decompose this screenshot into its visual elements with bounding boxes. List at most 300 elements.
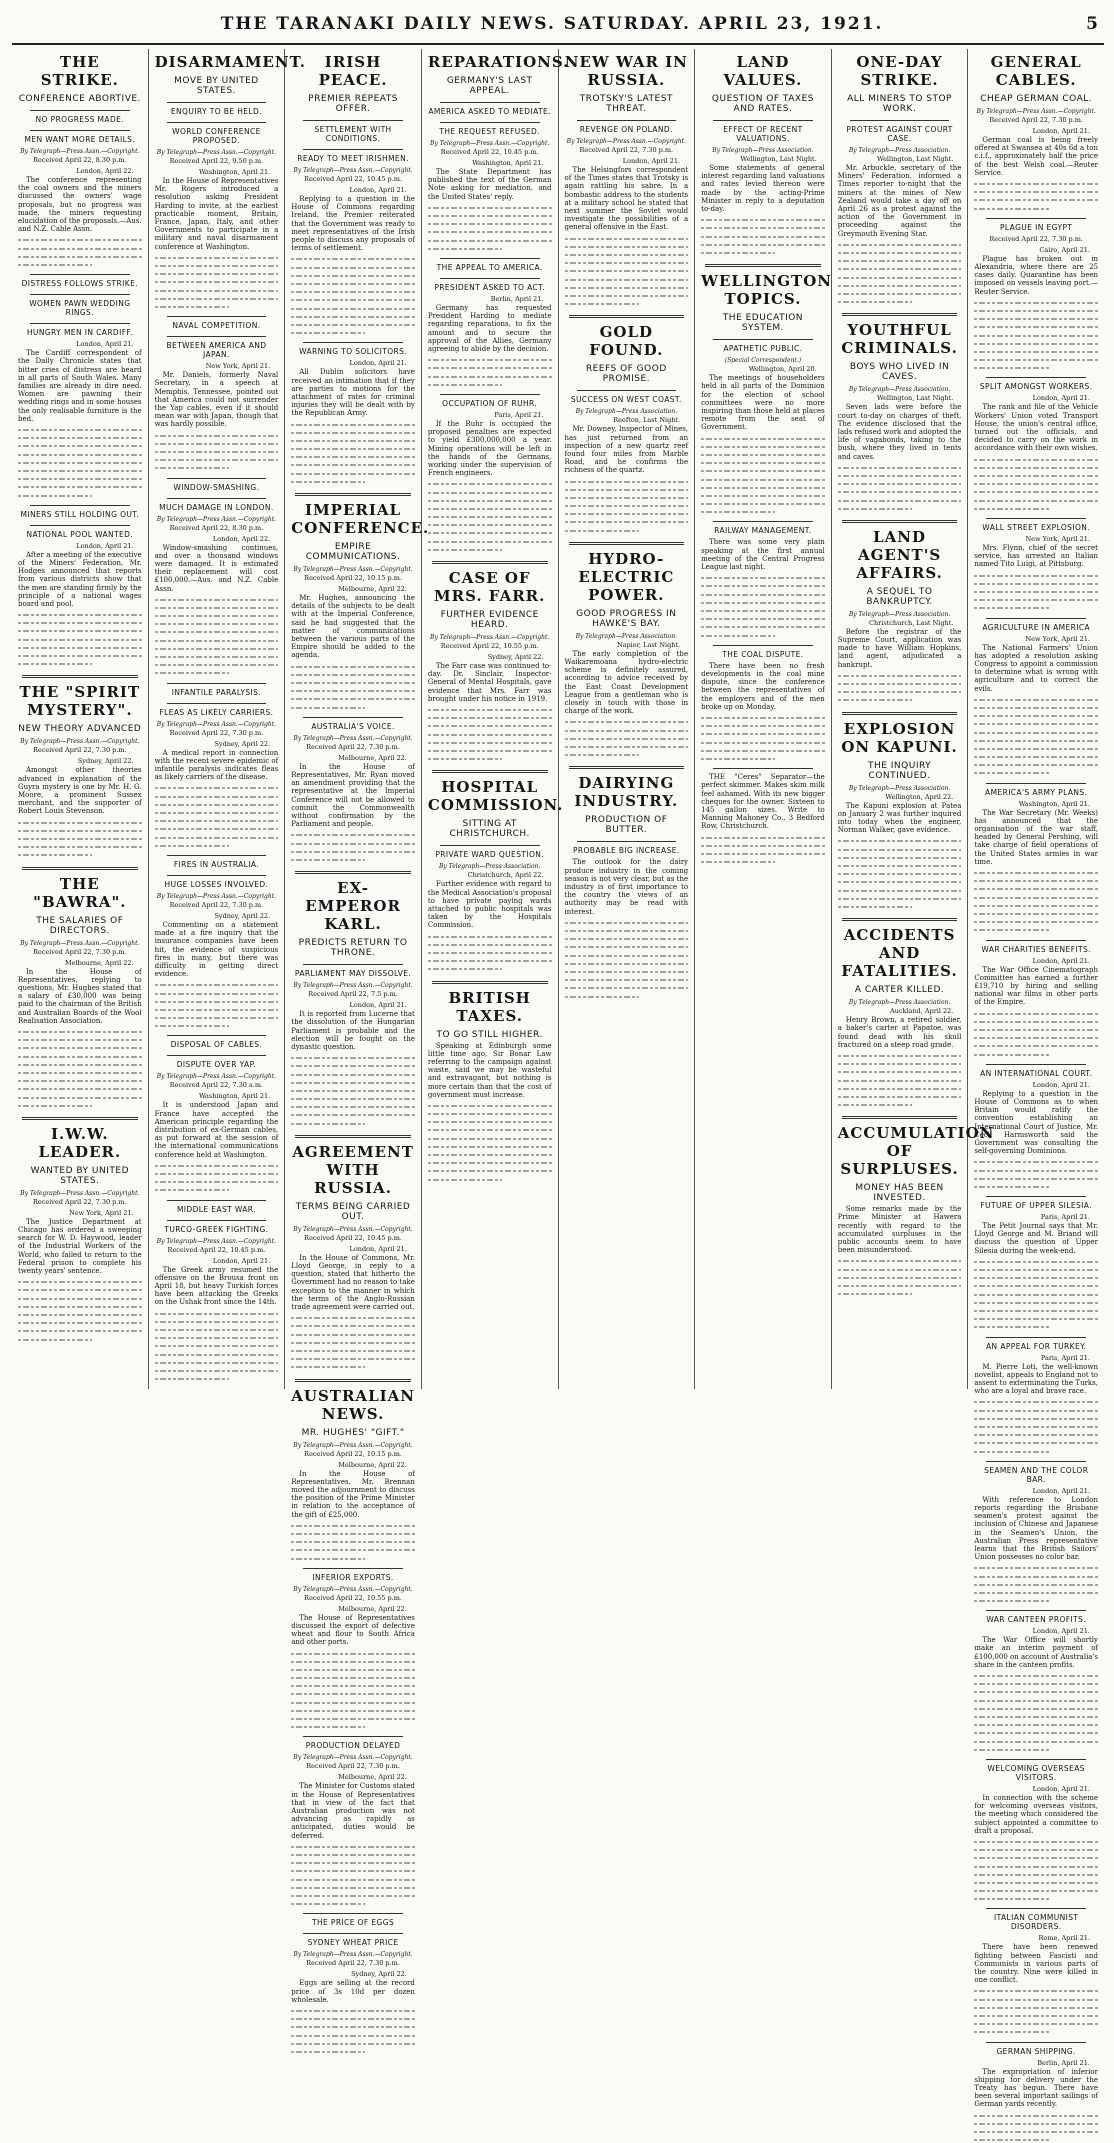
text-line [18,610,142,618]
divider-rule [167,855,267,856]
article-body: In the House of Representatives, Mr. Brennan moved the adjournment to discuss the position of the Prime Minister in relation to the acceptance of the gift of £25,000. [291,1469,415,1519]
article-body: The Justice Department at Chicago has ordered a sweeping search for W. D. Haywood, leader of the Industrial Workers of the World, who failed to return to the Federal prison to complete his twenty years' sentence. [18,1217,142,1276]
article [291,717,415,863]
divider-rule [167,875,267,876]
divider-rule [842,520,958,523]
text-line [974,1166,1098,1174]
text-line [974,695,1098,703]
article-received: Received April 22, 10.45 p.m. [167,1245,266,1254]
text-line [428,537,552,545]
text-line [155,603,279,611]
divider-rule [295,493,411,496]
article-subhead: ENQUIRY TO BE HELD. [170,107,262,116]
text-line [974,1878,1098,1886]
article-body: Seven lads were before the court to-day on charges of theft. The evidence disclosed that the lads refused work and adopted the life of vagabonds, taking to the bush, where they lived in tents and caves. [837,403,962,461]
article-dateline: London, April 22. [76,167,134,175]
text-line [838,463,962,471]
article [974,1908,1098,2035]
text-line [291,2031,415,2039]
text-line [291,444,415,452]
divider-rule [167,1035,267,1036]
text-line [838,1281,962,1289]
divider-rule [986,218,1086,219]
article-body: German coal is being freely offered at Swansea at 40s 6d a ton c.i.f., approximately half the price of the best Welsh coal.—Reuter Service. [974,136,1098,177]
text-line [701,614,825,622]
article-dateline: London, April 21. [1032,1080,1090,1089]
article-headline: LAND VALUES. [723,53,803,89]
divider-rule [295,1135,411,1138]
text-line [974,2127,1098,2135]
article [974,783,1098,934]
text-line [291,1338,415,1346]
divider-rule [842,918,958,921]
article-body: The Cardiff correspondent of the Daily Chronicle states that bitter cries of distress are heard in all parts of South Wales. Many families are already in dire need. Women are pawning their wedding rings and in some houses the only realisable furniture is the bed. [18,349,142,423]
text-line [155,833,279,841]
text-line [974,1886,1098,1894]
text-line [291,1866,415,1874]
article-headline: CASE OF MRS. FARR. [434,569,546,606]
text-line [18,1076,142,1084]
article [18,274,142,499]
text-line [974,1430,1098,1438]
article-body: In the House of Representatives, Mr. Ryan moved an amendment providing that the representative at the Imperial Conference will not be allowed to commit the Commonwealth without confirmation by the Parliament and people. [291,762,415,829]
text-line [291,847,415,855]
text-line [291,1850,415,1858]
text-line [291,2047,365,2055]
article-body: Further evidence with regard to the Medical Association's proposal to have private paying wards attached to public hospitals was taken by the Hospitals Commission. [427,880,552,930]
article-subhead: SEAMEN AND THE COLOR BAR. [984,1465,1089,1484]
text-line [701,729,825,737]
text-line [18,491,92,499]
article-headline: AGREEMENT WITH RUSSIA. [292,1142,414,1197]
text-line [838,695,912,703]
text-line [565,951,689,959]
text-line [974,1837,1098,1845]
article-received: Received April 22, 7.30 p.m. [32,746,127,755]
article-byline: By Telegraph—Press Association. [848,386,951,394]
article [838,918,962,1108]
text-line [701,857,775,865]
article-subhead: BETWEEN AMERICA AND JAPAN. [166,341,267,360]
text-line [291,1078,415,1086]
text-line [155,636,279,644]
text-line [291,1698,415,1706]
article-body: The expropriation of inferior shipping for delivery under the Treaty has begun. There have been several important sailings of German yards recently. [974,2067,1098,2109]
article [838,53,962,305]
article-dateline: Reefton, Last Night. [613,416,681,425]
article-body: In connection with the scheme for welcoming overseas visitors, the meeting which considered the subject appointed a committee to draft a proposal. [974,1793,1098,1835]
article-dateline: Sydney, April 22. [214,739,271,748]
column [695,49,832,1389]
divider-rule [30,294,130,295]
text-line [838,1092,962,1100]
article-dateline: London, April 21. [76,541,134,550]
text-line [974,1728,1098,1736]
article-dateline: Washington, April 21. [198,168,271,176]
text-line [155,455,279,463]
article-received: Received April 22, 7.30 p.m. [306,742,400,751]
text-line [291,452,415,460]
article-dateline: Wellington, April 22. [885,792,954,801]
article [565,542,689,759]
article-body: There was some very plain speaking at the first annual meeting of the Central Progress League last night. [701,538,825,572]
article-body: Replying to a question in the House of Commons as to when Britain would ratify the convention establishing an International Court of Justice, Mr. Cecil Harmsworth said the Government was consulting the self-governing Dominions. [974,1089,1098,1156]
article-received: Received April 22, 7.5 p.m. [308,990,398,999]
text-line [974,1041,1098,1049]
text-line [974,1298,1098,1306]
divider-rule [842,712,958,715]
article-body: The conference representing the coal owners and the miners discussed the owners' wage proposals, but no progress was made, the miners requesting elucidation of the proposals.—Aus. and N.Z. Cable Assn. [18,176,142,234]
article-body: The Greek army resumed the offensive on the Brousa front on April 18, but heavy Turkish forces have been attacking the Greeks on the Ushak front since the 14th. [154,1265,279,1307]
article-subhead: SYDNEY WHEAT PRICE [307,1938,399,1948]
article-dateline: Berlin, April 21. [1037,2058,1090,2067]
divider-rule [303,342,403,343]
article-subhead: THE SALARIES OF DIRECTORS. [36,915,124,936]
text-line [974,1447,1048,1455]
divider-rule [30,274,130,275]
divider-rule [986,2042,1086,2043]
article-byline: By Telegraph—Press Assn.—Copyright. [293,1754,413,1762]
article-subhead: DISPUTE OVER YAP. [176,1060,257,1070]
article-body: The Kapuni explosion at Patea on January 2 was further inquired into today when the engineer, Norman Walker, gave evidence. [837,801,962,835]
article [701,768,825,865]
article-body: Eggs are selling at the record price of 3s 10d per dozen wholesale. [291,1979,415,2004]
text-line [291,1313,415,1321]
article-body: Some remarks made by the Prime Minister at Hawera recently with regard to the accumulated surpluses in the public accounts seem to have been misunderstood. [837,1205,962,1255]
text-line [18,1060,142,1068]
column [422,49,570,1389]
text-line [974,1438,1098,1446]
text-line [565,526,639,534]
text-line [974,504,1048,512]
text-line [291,1061,415,1069]
article-dateline: London, April 21. [349,1244,407,1253]
divider-rule [30,130,130,131]
text-line [701,223,825,231]
text-line [565,750,639,758]
text-line [974,298,1098,306]
text-line [18,850,92,858]
divider-rule [705,264,821,267]
article-subhead: FLEAS AS LIKELY CARRIERS. [159,707,274,717]
divider-rule [167,683,267,684]
article-body: In the House of Representatives Mr. Rogers introduced a resolution asking President Harding to invite, at the earliest practicable moment, Britain, France, Japan, Italy, and other Governments to participate in a military and naval disarmament conference at Washington. [154,177,279,251]
article [974,618,1098,777]
divider-rule [986,518,1086,519]
article [155,683,279,849]
text-line [155,1333,279,1341]
text-line [838,289,962,297]
masthead-title: THE TARANAKI DAILY NEWS. SATURDAY. APRIL 23, 1921. [220,14,884,34]
divider-rule [30,505,130,506]
article-headline: THE "BAWRA". [33,874,127,911]
text-line [565,266,689,274]
article-subhead: THE EDUCATION SYSTEM. [722,313,804,334]
text-line [428,964,502,972]
text-line [974,752,1098,760]
article [701,521,825,638]
divider-rule [440,102,540,103]
text-line [565,485,689,493]
text-line [155,1358,279,1366]
text-line [565,493,689,501]
article-received: Received April 22, 7.30 a.m. [169,1081,264,1090]
divider-rule [167,122,267,123]
article-subhead: CHEAP GERMAN COAL. [980,94,1093,104]
text-line [155,1021,229,1029]
article-body: A medical report in connection with the recent severe epidemic of infantile paralysis indicates fleas as likely carriers of the disease. [154,748,279,782]
text-line [974,1995,1098,2003]
article-dateline: London, April 21. [1032,127,1090,135]
text-line [155,1169,279,1177]
text-line [428,956,552,964]
text-line [155,1005,279,1013]
article-subhead: WELCOMING OVERSEAS VISITORS. [987,1763,1085,1782]
article [291,1379,415,1562]
text-line [291,662,415,670]
article [155,855,279,1030]
text-line [974,1853,1098,1861]
article-dateline: Melbourne, April 22. [338,1604,407,1613]
article-subhead: TURCO-GREEK FIGHTING. [164,1224,269,1234]
divider-rule [713,768,813,769]
article-subhead: THE APPEAL TO AMERICA. [436,262,543,272]
text-line [701,841,825,849]
text-line [18,635,142,643]
article-dateline: Sydney, April 22. [487,653,544,662]
text-line [974,1009,1098,1017]
article-subhead: FIRES IN AUSTRALIA. [173,859,260,869]
text-line [155,980,279,988]
article-received: Received April 22, 7.30 p.m. [32,947,127,956]
article-headline: EX-EMPEROR KARL. [305,879,401,934]
article [701,53,825,256]
text-line [974,1720,1098,1728]
divider-rule [713,120,813,121]
article-dateline: Wellington, Last Night. [740,155,817,163]
text-line [701,442,825,450]
text-line [974,306,1098,314]
text-line [565,934,689,942]
text-line [701,507,775,515]
text-line [565,517,689,525]
text-line [974,2011,1098,2019]
article-subhead: AUSTRALIA'S VOICE. [311,721,395,731]
article-received: Received April 22, 7.30 p.m. [989,234,1083,243]
text-line [428,1158,552,1166]
divider-rule [713,339,813,340]
text-line [428,211,552,219]
column [12,49,149,1389]
text-line [428,1117,552,1125]
text-line [291,477,365,485]
text-line [565,975,689,983]
article-body: With reference to London reports regarding the Brisbane seamen's protest against the inclusion of Chinese and Japanese in the Seamen's Union, the Australian Press representative learns that the British Sailors' Union possesses no color bar. [974,1495,1098,1562]
article [291,1135,415,1371]
text-line [291,1665,415,1673]
article-dateline: Paris, April 21. [1040,1213,1090,1222]
text-line [18,1335,92,1343]
article-subhead: READY TO MEET IRISHMEN. [297,154,409,163]
text-line [18,1093,142,1101]
article [565,766,689,999]
text-line [18,474,142,482]
article-dateline: London, April 21. [349,1001,407,1010]
text-line [291,678,415,686]
article-byline: By Telegraph—Press Association. [575,408,678,416]
text-line [974,314,1098,322]
article-byline: By Telegraph—Press Association. [575,632,678,640]
divider-rule [30,323,130,324]
article-dateline: Washington, April 21. [472,159,544,167]
text-line [565,742,689,750]
article-dateline: Melbourne, April 22. [338,753,407,762]
article-received: Received April 22, 9.50 p.m. [169,157,264,165]
divider-rule [986,1610,1086,1611]
article [974,2042,1098,2143]
article-body: It is reported from Lucerne that the dissolution of the Hungarian Parliament is probable and the election will be fought on the dynastic question. [291,1010,415,1051]
article-dateline: London, April 21. [212,1256,271,1265]
text-line [155,627,279,635]
article-subhead: CONFERENCE ABORTIVE. [18,94,141,104]
article-subhead: OCCUPATION OF RUHR. [442,398,538,408]
text-line [18,1101,92,1109]
article-subhead: INFERIOR EXPORTS. [312,1572,394,1582]
divider-rule [986,940,1086,941]
text-line [155,1013,279,1021]
article-subhead: WAR CANTEEN PROFITS. [986,1615,1087,1625]
text-line [291,1094,415,1102]
article-body: Commenting on a statement made at a fire inquiry that the insurance companies have been hit, the evidence of suspicious fires in many, but there was difficulty in getting direct evidence. [154,920,279,979]
article-body: There have been renewed fighting between Fascisti and Communists in various parts of the country. Nine were killed in one conflict. [974,1943,1098,1985]
article [427,770,564,972]
divider-rule [986,377,1086,378]
article-byline: By Telegraph—Press Association. [848,784,951,792]
text-line [565,477,689,485]
article-body: The Helsingfors correspondent of the Times states that Trotsky is again rattling his sabre. In a bombastic address to the students at a military school he stated that next summer the Soviet would investigate the possibilities of a general offensive in the East. [564,166,689,232]
text-line [291,1529,415,1537]
text-line [974,455,1098,463]
text-line [18,1294,142,1302]
text-line [565,734,689,742]
article-dateline: Paris, April 21. [494,410,544,419]
article [154,53,307,310]
divider-rule [295,1379,411,1382]
text-line [701,240,825,248]
text-line [155,611,279,619]
divider-rule [440,845,540,846]
article-subhead: SUCCESS ON WEST COAST. [570,395,682,405]
text-line [974,768,1048,776]
article-body: Mr. Hughes, announcing the details of the subjects to be dealt with at the Imperial Conference, said he had suggested that the matter of communications between the various parts of the Empire should be added to the agenda. [291,594,415,660]
text-line [18,458,142,466]
article-body: The early completion of the Waikaremoana hydro-electric scheme is definitely assured, according to advice received by the East Coast Development League from a gentleman who is closely in touch with those in charge of the work. [564,649,689,716]
text-line [155,652,279,660]
text-line [974,1563,1098,1571]
article-subhead: THE PRICE OF EGGS [311,1918,395,1928]
text-line [155,286,279,294]
article-byline: By Telegraph—Press Association. [438,863,541,871]
divider-rule [986,1461,1086,1462]
text-line [974,363,1048,371]
text-line [974,195,1098,203]
text-line [701,590,825,598]
article-received: Received April 22, 8.30 p.m. [32,156,127,164]
text-line [974,1845,1098,1853]
article-body: In the House of Commons, Mr. Lloyd George, in reply to a question, stated that hitherto the Government had no reason to take exception to the manner in which the terms of the Anglo-Russian trade agreement were carried out. [291,1253,415,1312]
article-body: Germany has requested President Harding to mediate regarding reparations, to fix the amount and to secure the approval of the Allies, Germany agreeing to abide by the decision. [427,303,552,353]
text-line [838,1289,912,1297]
divider-rule [295,871,411,874]
divider-rule [432,770,548,773]
article-subhead: A SEQUEL TO BANKRUPTCY. [866,586,933,607]
text-line [974,1580,1098,1588]
article-subhead: AN INTERNATIONAL COURT. [980,1068,1093,1078]
text-line [291,2014,415,2022]
article-dateline: New York, April 21. [1025,634,1090,643]
text-line [155,644,279,652]
text-line [701,631,775,639]
text-line [974,1050,1048,1058]
text-line [291,1537,415,1545]
text-line [565,959,689,967]
article-dateline: London, April 21. [349,359,407,368]
text-line [155,1177,279,1185]
text-line [838,845,962,853]
text-line [155,1350,279,1358]
article-byline: By Telegraph—Press Assn.—Copyright. [156,1073,277,1081]
article-body: Mr. Arbuckle, secretary of the Miners' Federation, informed a Times reporter to-night that the miners at the mines of New Zealand would take a day off on April 26 as a protest against the action of the Government in proceeding against the Greymouth Evening Star. [837,164,962,238]
article-body: Plague has broken out in Alexandria, where there are 25 cases daily. Quarantine has been imposed on vessels leaving port.—Reuter Service. [974,254,1098,296]
article-dateline: Cairo, April 21. [1039,245,1090,254]
text-line [291,287,415,295]
divider-rule [440,258,540,259]
divider-rule [22,867,138,870]
text-line [291,1649,415,1657]
article [838,520,962,704]
divider-rule [303,964,403,965]
text-line [155,269,279,277]
article-byline: By Telegraph—Press Assn.—Copyright. [20,1189,140,1197]
text-line [428,545,502,553]
article-body: The Petit Journal says that Mr. Lloyd George and M. Briand will discuss the question of Upper Silesia during the week-end. [974,1222,1098,1255]
article-received: Received April 22, 10.15 p.m. [304,574,402,583]
text-line [291,2039,415,2047]
article-byline: By Telegraph—Press Association. [848,999,951,1007]
text-line [701,232,825,240]
text-line [974,1033,1098,1041]
text-line [838,1256,962,1264]
text-line [838,853,962,861]
text-line [838,1265,962,1273]
text-line [974,1182,1048,1190]
text-line [291,1110,415,1118]
text-line [565,242,689,250]
article-body: Mr. Daniels, formerly Naval Secretary, in a speech at Memphis, Tennessee, pointed out that America could not surrender the Yap cables, even if it should mean war with Japan, though that was hardly possible. [154,371,279,429]
article-subhead: EFFECT OF RECENT VALUATIONS. [723,125,803,143]
article [18,505,142,668]
text-line [428,730,552,738]
text-line [974,1894,1048,1902]
article-dateline: London, April 21. [622,157,681,165]
text-line [428,738,552,746]
article-byline: By Telegraph—Press Assn.—Copyright. [156,515,277,523]
text-line [974,1712,1098,1720]
text-line [291,670,415,678]
text-line [155,668,229,676]
article-subhead: REEFS OF GOOD PROMISE. [585,364,667,385]
article-byline: By Telegraph—Press Assn.—Copyright. [156,149,277,156]
